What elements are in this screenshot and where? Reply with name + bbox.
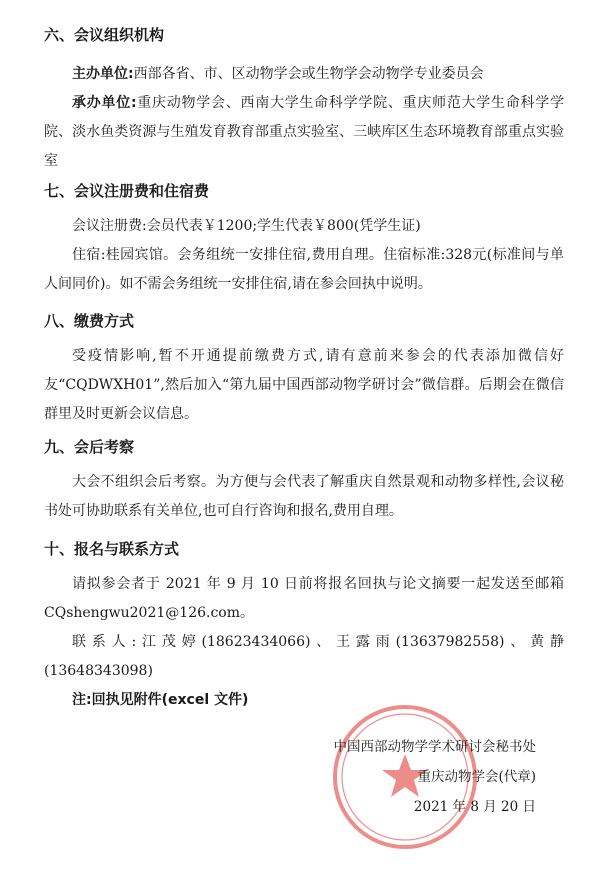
host-text: 西部各省、市、区动物学会或生物学会动物学专业委员会 (133, 66, 484, 82)
section-heading: 六、会议组织机构 (44, 26, 165, 44)
lodging-paragraph: 住宿:桂园宾馆。会务组统一安排住宿,费用自理。住宿标准:328元(标准间与单人间同价)。如不需会务组统一安排住宿,请在参会回执中说明。 (44, 247, 564, 292)
organizer-label: 承办单位: (72, 95, 137, 111)
host-label: 主办单位: (72, 66, 134, 82)
fee-paragraph: 会议注册费:会员代表￥1200;学生代表￥800(凭学生证) (72, 218, 421, 234)
signature-org: 中国西部动物学学术研讨会秘书处 (333, 739, 536, 755)
section-payment (44, 310, 564, 429)
registration-paragraph: 请拟参会者于 2021 年 9 月 10 日前将报名回执与论文摘要一起发送至邮箱CQshengwu2021@126.com。 (44, 576, 564, 621)
signature-society: 重庆动物学会(代章) (417, 769, 536, 785)
section-heading: 十、报名与联系方式 (44, 540, 180, 558)
post-tour-paragraph: 大会不组织会后考察。为方便与会代表了解重庆自然景观和动物多样性,会议秘书处可协助联系有关单位,也可自行咨询和报名,费用自理。 (44, 474, 564, 519)
section-contact (44, 538, 564, 715)
section-heading: 七、会议注册费和住宿费 (44, 182, 210, 200)
section-post-tour (44, 436, 564, 526)
attachment-note: 注:回执见附件(excel 文件) (72, 692, 249, 708)
section-heading: 八、缴费方式 (44, 312, 135, 330)
payment-paragraph: 受疫情影响,暂不开通提前缴费方式,请有意前来参会的代表添加微信好友“CQDWXH01”,然后加入“第九届中国西部动物学研讨会”微信群。后期会在微信群里及时更新会议信息。 (44, 348, 564, 422)
contacts-paragraph: 联系人:江茂婷(18623434066)、王露雨(13637982558)、黄静(13648343098) (44, 634, 564, 679)
signature-date: 2021 年 8 月 20 日 (413, 799, 536, 815)
organizer-text: 重庆动物学会、西南大学生命科学学院、重庆师范大学生命科学学院、淡水鱼类资源与生殖发育教育部重点实验室、三峡库区生态环境教育部重点实验室 (44, 95, 564, 169)
signature-block (334, 732, 537, 822)
organizer-paragraph (44, 89, 564, 176)
section-organization (44, 24, 564, 176)
section-fees (44, 180, 564, 299)
section-heading: 九、会后考察 (44, 438, 135, 456)
host-paragraph (44, 60, 564, 89)
